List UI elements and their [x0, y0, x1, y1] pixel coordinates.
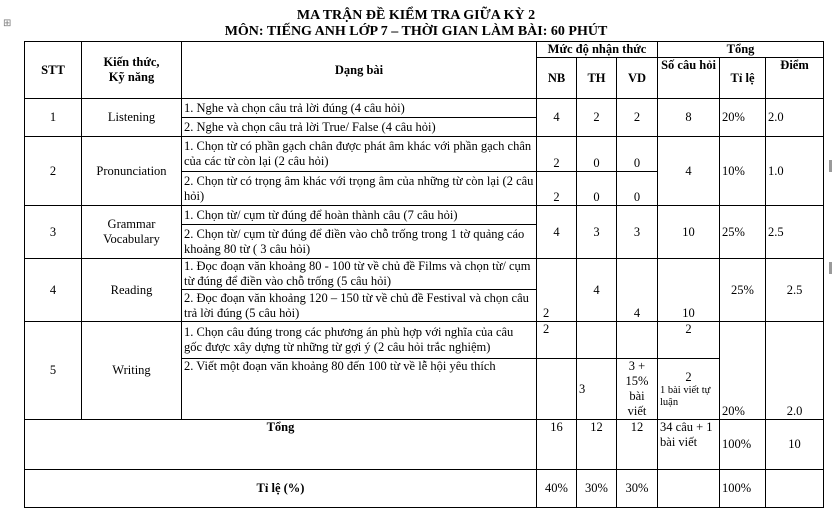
exam-matrix-table [24, 41, 824, 508]
vd-cell: 3 + 15% bài viết [617, 359, 658, 420]
ratio-row [25, 470, 824, 508]
header-th: TH [577, 58, 617, 99]
nb-cell: 4 [537, 206, 577, 259]
header-ratio: Tỉ lệ [720, 58, 766, 99]
count-cell: 10 [658, 206, 720, 259]
header-row [25, 42, 824, 58]
header-skill [82, 42, 182, 99]
count-cell: 4 [658, 137, 720, 206]
vd-cell [617, 322, 658, 359]
count-cell: 2 [658, 322, 720, 359]
ratio-vd: 30% [617, 470, 658, 508]
count-note: 1 bài viết tự luận [660, 384, 711, 408]
header-task: Dạng bài [182, 42, 537, 99]
vd-cell: 0 [617, 137, 658, 172]
task-cell: 1. Nghe và chọn câu trả lời đúng (4 câu hỏi) [182, 99, 537, 118]
ratio-label: Tỉ lệ (%) [25, 470, 537, 508]
score-cell: 2.0 [766, 99, 824, 137]
table-row [25, 206, 824, 225]
task-cell: 1. Chọn câu đúng trong các phương án phù hợp với nghĩa của câu gốc được xây dựng từ những từ gợi ý (2 câu hỏi trắc nghiệm) [182, 322, 537, 359]
header-score: Điểm [766, 58, 824, 99]
nb-cell: 2 [537, 322, 577, 359]
th-cell: 4 [577, 259, 617, 322]
ratio-total: 100% [720, 470, 766, 508]
total-row [25, 420, 824, 470]
doc-subtitle: MÔN: TIẾNG ANH LỚP 7 – THỜI GIAN LÀM BÀI: 60 PHÚT [224, 24, 608, 39]
task-cell: 1. Chọn từ/ cụm từ đúng để hoàn thành câu (7 câu hỏi) [182, 206, 537, 225]
total-nb: 16 [537, 420, 577, 470]
stt-cell: 2 [25, 137, 82, 206]
task-cell: 2. Nghe và chọn câu trả lời True/ False (4 câu hỏi) [182, 118, 537, 137]
nb-cell: 2 [537, 137, 577, 172]
skill-line: Grammar [107, 217, 156, 231]
ratio-cell: 10% [720, 137, 766, 206]
header-total-group: Tổng [658, 42, 824, 58]
total-ratio: 100% [720, 420, 766, 470]
task-cell: 2. Chọn từ có trọng âm khác với trọng âm của những từ còn lại (2 câu hỏi) [182, 172, 537, 206]
nb-cell: 2 [537, 259, 577, 322]
total-th: 12 [577, 420, 617, 470]
count-value: 2 [685, 369, 692, 384]
count-cell: 10 [658, 259, 720, 322]
doc-title: MA TRẬN ĐỀ KIỂM TRA GIỮA KỲ 2 [296, 8, 536, 23]
task-cell: 2. Đọc đoạn văn khoảng 120 – 150 từ về chủ đề Festival và chọn câu trả lời đúng (5 câu hỏi) [182, 290, 537, 322]
task-cell: 1. Chọn từ có phần gạch chân được phát âm khác với phần gạch chân của các từ còn lại (2 câu hỏi) [182, 137, 537, 172]
total-label: Tổng [25, 420, 537, 470]
total-score: 10 [766, 420, 824, 470]
ratio-cell: 25% [720, 259, 766, 322]
skill-cell: Pronunciation [82, 137, 182, 206]
skill-line: Vocabulary [103, 232, 160, 246]
nb-cell [537, 359, 577, 420]
table-row [25, 259, 824, 290]
task-cell: 2. Chọn từ/ cụm từ đúng để điền vào chỗ trống trong 1 tờ quảng cáo khoảng 80 từ ( 3 câu hỏi) [182, 225, 537, 259]
header-stt: STT [25, 42, 82, 99]
table-row [25, 322, 824, 359]
header-num-questions: Số câu hỏi [658, 58, 720, 99]
ratio-count [658, 470, 720, 508]
skill-cell: Writing [82, 322, 182, 420]
score-cell: 2.5 [766, 259, 824, 322]
ratio-nb: 40% [537, 470, 577, 508]
total-count: 34 câu + 1 bài viết [658, 420, 720, 470]
th-cell: 0 [577, 172, 617, 206]
th-cell: 3 [577, 206, 617, 259]
ratio-score [766, 470, 824, 508]
ratio-cell: 20% [720, 99, 766, 137]
score-cell: 1.0 [766, 137, 824, 206]
skill-cell: Listening [82, 99, 182, 137]
stt-cell: 3 [25, 206, 82, 259]
ratio-th: 30% [577, 470, 617, 508]
table-row [25, 99, 824, 118]
table-row [25, 137, 824, 172]
th-cell [577, 322, 617, 359]
skill-cell [82, 206, 182, 259]
score-cell: 2.0 [766, 322, 824, 420]
header-skill-line2: Kỹ năng [108, 70, 155, 84]
ratio-cell: 20% [720, 322, 766, 420]
table-move-handle-icon[interactable]: ⊞ [3, 18, 12, 29]
task-cell: 1. Đọc đoạn văn khoảng 80 - 100 từ về chủ đề Films và chọn từ/ cụm từ đúng để điền vào chỗ trống (5 câu hỏi) [182, 259, 537, 290]
th-cell: 0 [577, 137, 617, 172]
th-cell: 3 [577, 359, 617, 420]
stt-cell: 4 [25, 259, 82, 322]
task-cell: 2. Viết một đoạn văn khoảng 80 đến 100 từ về lễ hội yêu thích [182, 359, 537, 420]
count-cell: 8 [658, 99, 720, 137]
score-cell: 2.5 [766, 206, 824, 259]
total-vd: 12 [617, 420, 658, 470]
stt-cell: 1 [25, 99, 82, 137]
header-vd: VD [617, 58, 658, 99]
nb-cell: 4 [537, 99, 577, 137]
count-cell [658, 359, 720, 420]
vd-cell: 0 [617, 172, 658, 206]
th-cell: 2 [577, 99, 617, 137]
vd-cell: 2 [617, 99, 658, 137]
nb-cell: 2 [537, 172, 577, 206]
ratio-cell: 25% [720, 206, 766, 259]
stt-cell: 5 [25, 322, 82, 420]
vd-cell: 3 [617, 206, 658, 259]
header-nb: NB [537, 58, 577, 99]
vd-cell: 4 [617, 259, 658, 322]
skill-cell: Reading [82, 259, 182, 322]
header-skill-line1: Kiến thức, [103, 55, 160, 69]
header-level-group: Mức độ nhận thức [537, 42, 658, 58]
